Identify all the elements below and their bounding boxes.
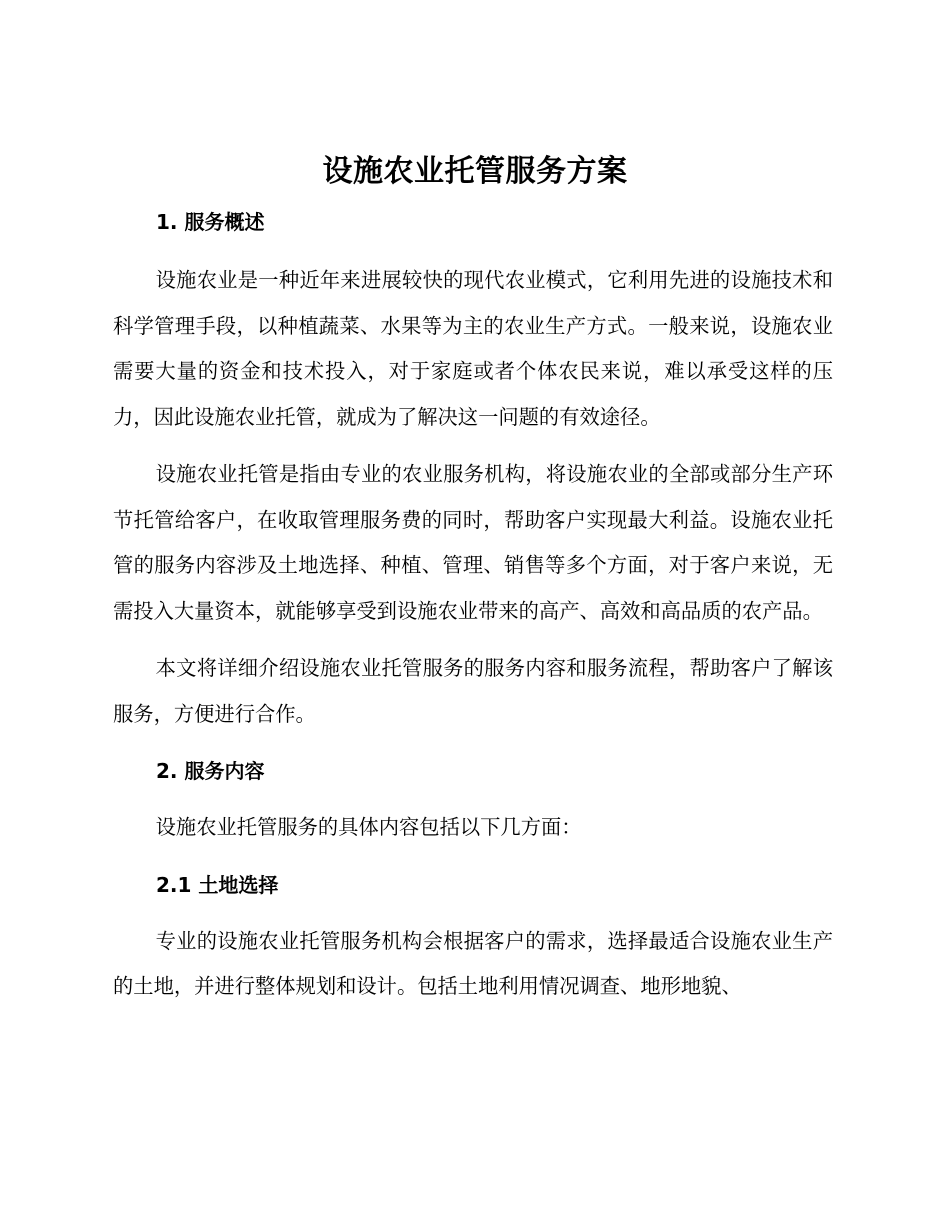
section-heading-overview: 1. 服务概述: [156, 210, 265, 234]
section-heading-content: 2. 服务内容: [156, 759, 265, 783]
document-title: 设施农业托管服务方案: [322, 154, 628, 189]
document-body: [113, 200, 833, 1010]
paragraph: 专业的设施农业托管服务机构会根据客户的需求，选择最适合设施农业生产的土地，并进行整体规划和设计。包括土地利用情况调查、地形地貌、: [113, 928, 833, 998]
paragraph: 设施农业托管是指由专业的农业服务机构，将设施农业的全部或部分生产环节托管给客户，在收取管理服务费的同时，帮助客户实现最大利益。设施农业托管的服务内容涉及土地选择、种植、管理、销售等多个方面，对于客户来说，无需投入大量资本，就能够享受到设施农业带来的高产、高效和高品质的农产品。: [113, 462, 833, 623]
paragraph: 设施农业托管服务的具体内容包括以下几方面：: [155, 815, 582, 839]
paragraph: 设施农业是一种近年来进展较快的现代农业模式，它利用先进的设施技术和科学管理手段，以种植蔬菜、水果等为主的农业生产方式。一般来说，设施农业需要大量的资金和技术投入，对于家庭或者个体农民来说，难以承受这样的压力，因此设施农业托管，就成为了解决这一问题的有效途径。: [113, 268, 833, 429]
subsection-heading-land-selection: 2.1 土地选择: [156, 872, 279, 897]
paragraph: 本文将详细介绍设施农业托管服务的服务内容和服务流程，帮助客户了解该服务，方便进行合作。: [113, 656, 833, 726]
